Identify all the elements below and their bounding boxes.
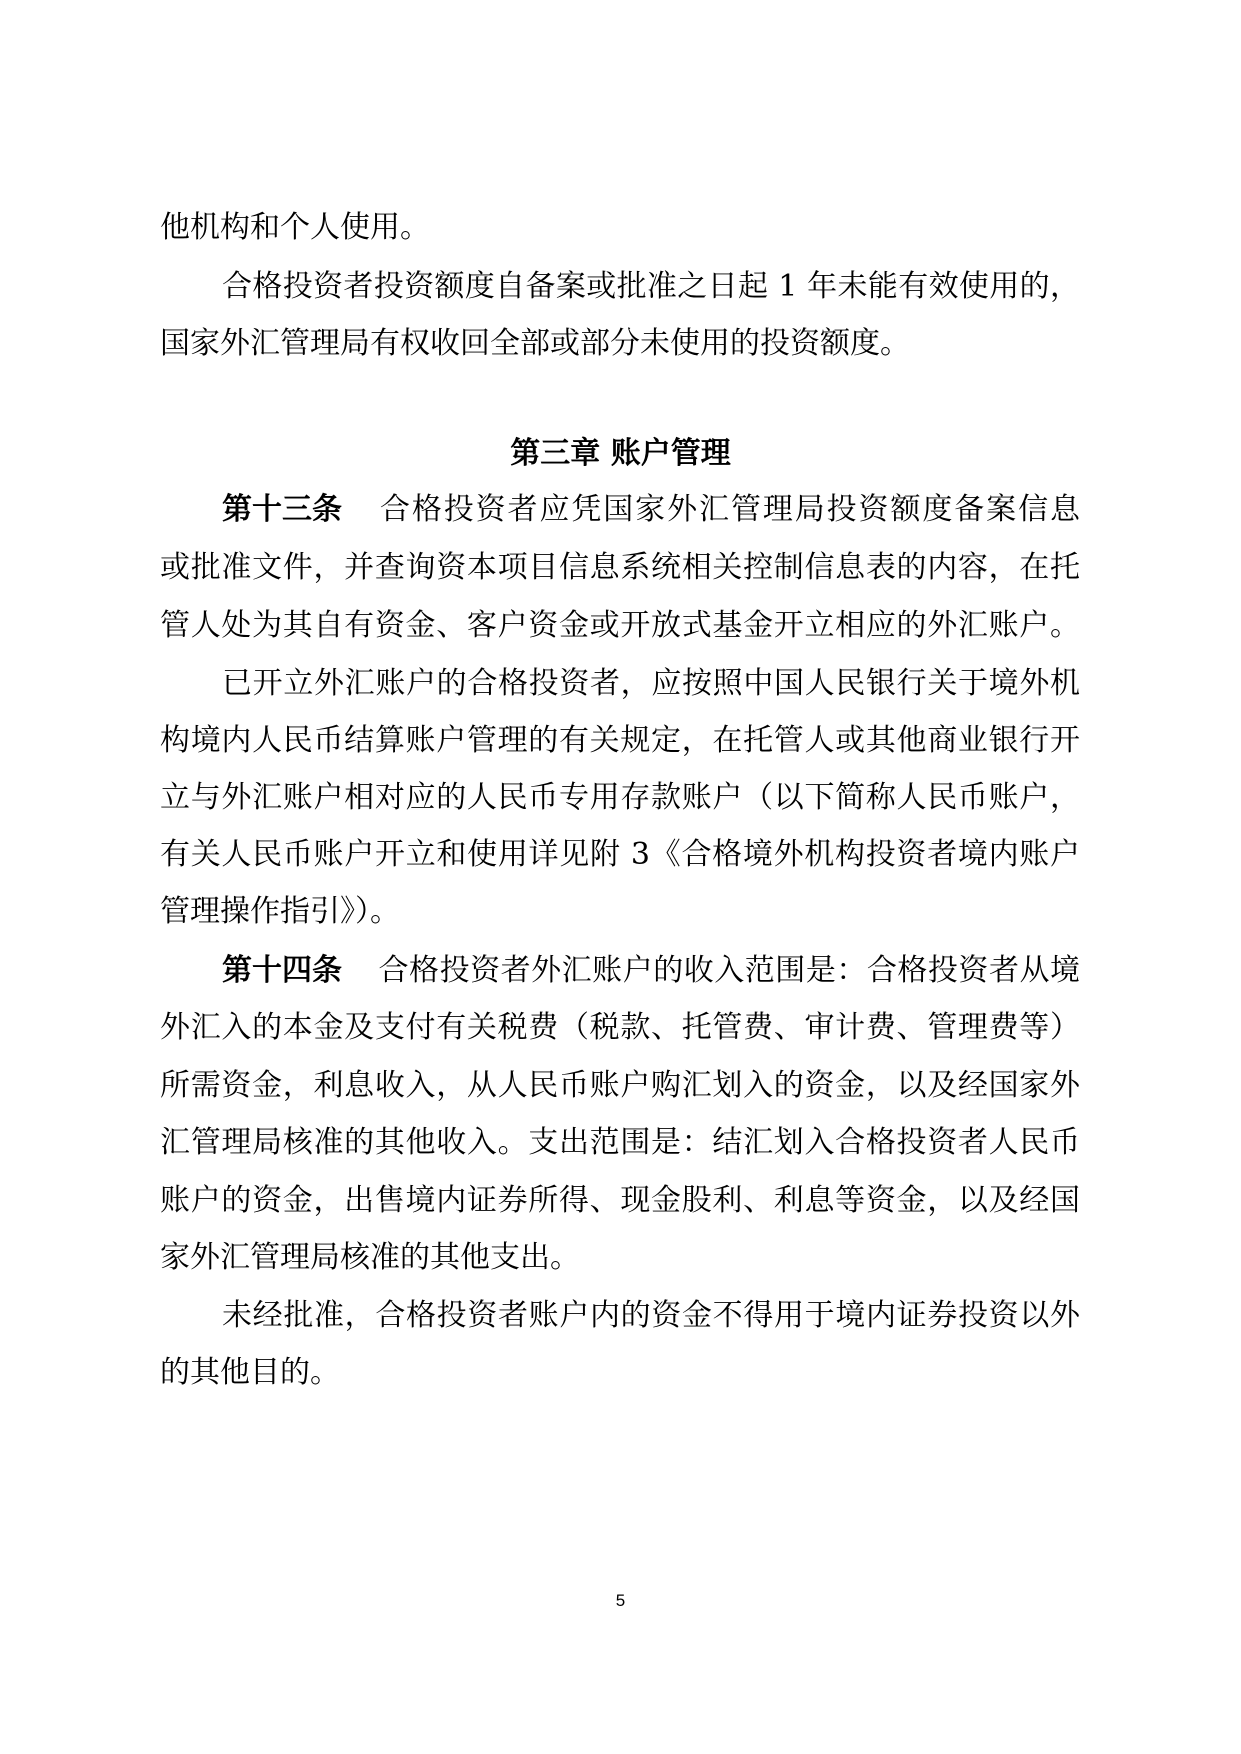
paragraph-line: 管人处为其自有资金、客户资金或开放式基金开立相应的外汇账户。 bbox=[160, 608, 1080, 643]
article-13-text: 合格投资者应凭国家外汇管理局投资额度备案信息 bbox=[378, 492, 1080, 527]
paragraph-line: 外汇入的本金及支付有关税费（税款、托管费、审计费、管理费等） bbox=[160, 1010, 1080, 1045]
article-14-text: 合格投资者外汇账户的收入范围是：合格投资者从境 bbox=[378, 953, 1080, 988]
paragraph-line: 汇管理局核准的其他收入。支出范围是：结汇划入合格投资者人民币 bbox=[160, 1125, 1080, 1160]
paragraph-line: 或批准文件，并查询资本项目信息系统相关控制信息表的内容，在托 bbox=[160, 550, 1080, 585]
page-number: 5 bbox=[615, 1591, 626, 1610]
paragraph-line: 有关人民币账户开立和使用详见附 3《合格境外机构投资者境内账户 bbox=[160, 837, 1080, 872]
paragraph-line: 未经批准，合格投资者账户内的资金不得用于境内证券投资以外 bbox=[222, 1298, 1080, 1333]
paragraph-line: 账户的资金，出售境内证券所得、现金股利、利息等资金，以及经国 bbox=[160, 1183, 1080, 1218]
chapter-title: 第三章 账户管理 bbox=[510, 436, 731, 471]
paragraph-line: 所需资金，利息收入，从人民币账户购汇划入的资金，以及经国家外 bbox=[160, 1068, 1080, 1103]
paragraph-line: 他机构和个人使用。 bbox=[160, 210, 430, 245]
article-13-label: 第十三条 bbox=[222, 492, 342, 527]
paragraph-line: 的其他目的。 bbox=[160, 1355, 340, 1390]
paragraph-line: 立与外汇账户相对应的人民币专用存款账户（以下简称人民币账户， bbox=[160, 780, 1080, 815]
article-14-first-line bbox=[222, 951, 1080, 991]
paragraph-line: 合格投资者投资额度自备案或批准之日起 1 年未能有效使用的， bbox=[222, 269, 1080, 304]
article-14-label: 第十四条 bbox=[222, 953, 342, 988]
paragraph-line: 国家外汇管理局有权收回全部或部分未使用的投资额度。 bbox=[160, 326, 910, 361]
article-13-first-line bbox=[222, 490, 1080, 530]
paragraph-line: 已开立外汇账户的合格投资者，应按照中国人民银行关于境外机 bbox=[222, 666, 1080, 701]
paragraph-line: 家外汇管理局核准的其他支出。 bbox=[160, 1240, 580, 1275]
paragraph-line: 管理操作指引》）。 bbox=[160, 894, 400, 929]
paragraph-line: 构境内人民币结算账户管理的有关规定，在托管人或其他商业银行开 bbox=[160, 723, 1080, 758]
